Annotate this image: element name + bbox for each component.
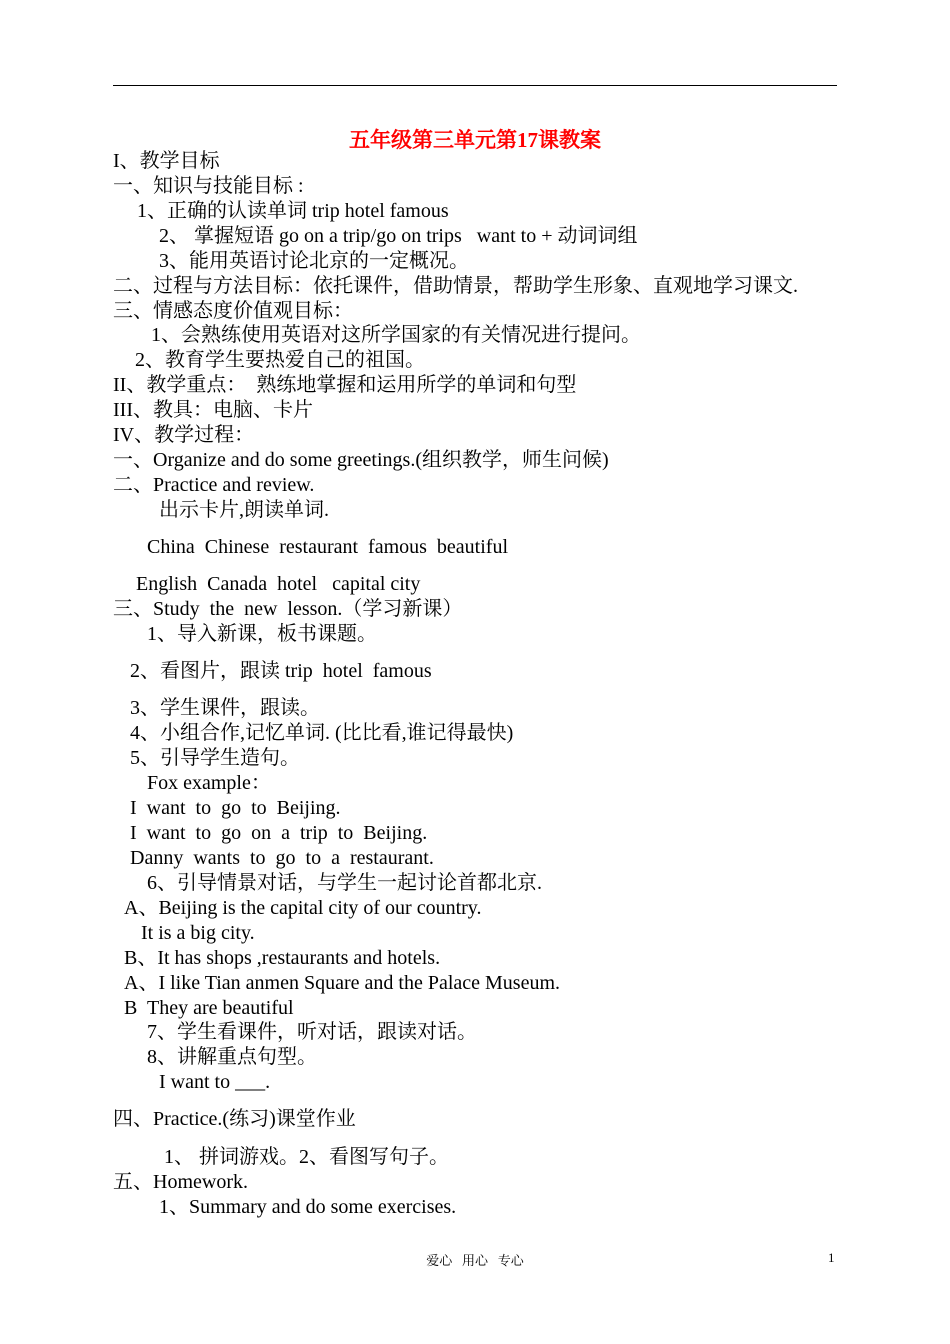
- line-38: 1、 拼词游戏。2、看图写句子。: [164, 1146, 449, 1168]
- line-33: B They are beautiful: [124, 997, 294, 1019]
- line-39: 五、Homework.: [113, 1171, 248, 1193]
- page-number: 1: [828, 1250, 835, 1265]
- line-20: 2、看图片，跟读 trip hotel famous: [130, 660, 432, 682]
- line-34: 7、学生看课件，听对话，跟读对话。: [147, 1021, 477, 1043]
- line-31: B、It has shops ,restaurants and hotels.: [124, 947, 441, 969]
- line-16: China Chinese restaurant famous beautiful: [147, 536, 509, 558]
- line-1: I、教学目标: [113, 150, 220, 172]
- page-footer: 爱心 用心 专心: [426, 1253, 524, 1268]
- line-4: 2、 掌握短语 go on a trip/go on trips want to + 动词词组: [159, 225, 638, 247]
- line-37: 四、Practice.(练习)课堂作业: [113, 1108, 356, 1130]
- line-9: 2、教育学生要热爱自己的祖国。: [135, 349, 425, 371]
- line-32: A、I like Tian anmen Square and the Palace Museum.: [124, 972, 561, 994]
- header-rule: [113, 85, 837, 86]
- line-19: 1、导入新课，板书课题。: [147, 623, 377, 645]
- line-27: Danny wants to go to a restaurant.: [130, 847, 434, 869]
- line-8: 1、会熟练使用英语对这所学国家的有关情况进行提问。: [151, 324, 641, 346]
- line-5: 3、能用英语讨论北京的一定概况。: [159, 250, 469, 272]
- document-title: 五年级第三单元第17课教案: [349, 128, 601, 152]
- line-6: 二、过程与方法目标：依托课件，借助情景，帮助学生形象、直观地学习课文.: [113, 275, 798, 297]
- line-40: 1、Summary and do some exercises.: [159, 1196, 457, 1218]
- line-36: I want to ___.: [159, 1071, 271, 1093]
- line-29: A、Beijing is the capital city of our country.: [124, 897, 482, 919]
- line-25: I want to go to Beijing.: [130, 797, 341, 819]
- line-12: IV、教学过程：: [113, 424, 255, 446]
- line-10: II、教学重点： 熟练地掌握和运用所学的单词和句型: [113, 374, 577, 396]
- line-13: 一、Organize and do some greetings.(组织教学，师生问候): [113, 449, 609, 471]
- line-35: 8、讲解重点句型。: [147, 1046, 317, 1068]
- line-28: 6、引导情景对话，与学生一起讨论首都北京.: [147, 872, 542, 894]
- line-14: 二、Practice and review.: [113, 474, 315, 496]
- line-26: I want to go on a trip to Beijing.: [130, 822, 428, 844]
- line-3: 1、正确的认读单词 trip hotel famous: [137, 200, 449, 222]
- line-2: 一、知识与技能目标 :: [113, 175, 304, 197]
- line-24: Fox example：: [147, 772, 271, 794]
- line-11: III、教具：电脑、卡片: [113, 399, 313, 421]
- line-18: 三、Study the new lesson.（学习新课）: [113, 598, 463, 620]
- line-23: 5、引导学生造句。: [130, 747, 300, 769]
- line-22: 4、小组合作,记忆单词. (比比看,谁记得最快): [130, 722, 514, 744]
- line-15: 出示卡片,朗读单词.: [159, 499, 329, 521]
- line-30: It is a big city.: [141, 922, 255, 944]
- line-7: 三、情感态度价值观目标：: [113, 300, 353, 322]
- line-21: 3、学生课件，跟读。: [130, 697, 320, 719]
- line-17: English Canada hotel capital city: [136, 573, 421, 595]
